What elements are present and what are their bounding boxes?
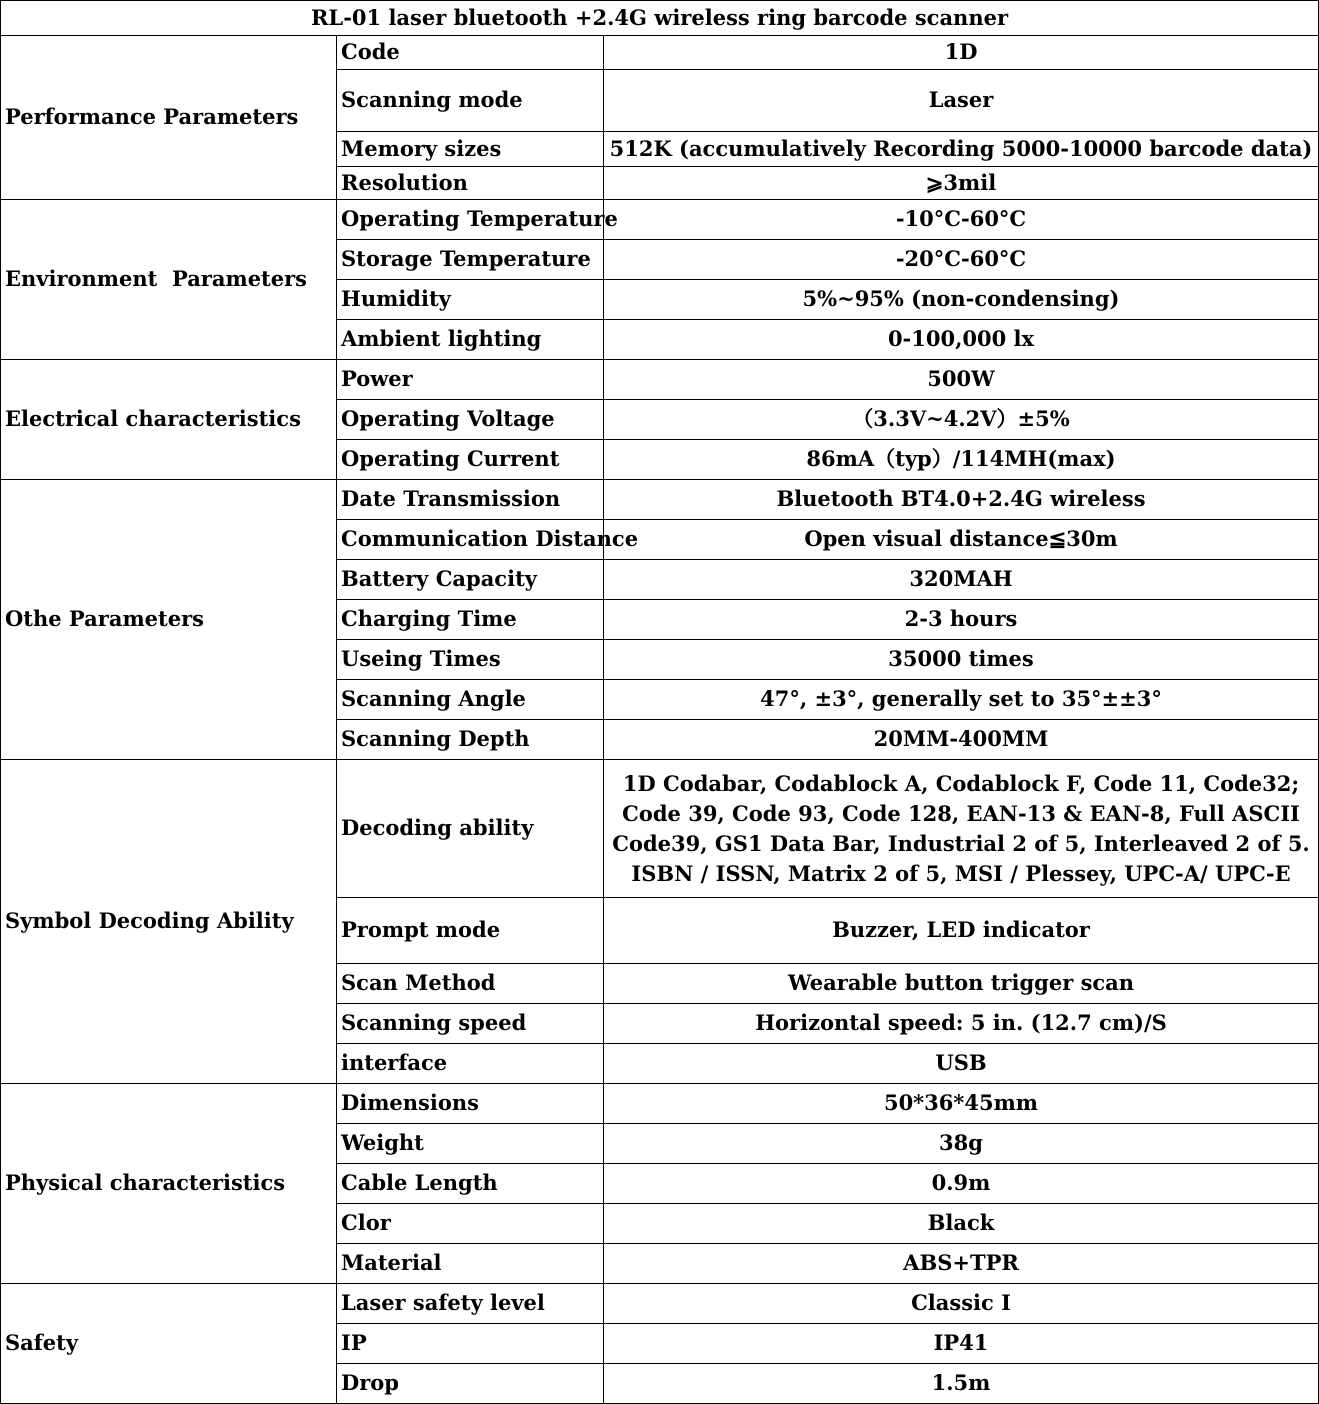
param-value: 50*36*45mm — [604, 1084, 1319, 1124]
param-label: IP — [337, 1324, 604, 1364]
param-label: Scanning Angle — [337, 680, 604, 720]
param-label: Material — [337, 1244, 604, 1284]
param-label: Weight — [337, 1124, 604, 1164]
param-value: 86mA（typ）/114MH(max) — [604, 440, 1319, 480]
param-value: ABS+TPR — [604, 1244, 1319, 1284]
param-label: Scanning Depth — [337, 720, 604, 760]
param-value: IP41 — [604, 1324, 1319, 1364]
param-label: Humidity — [337, 280, 604, 320]
table-row — [1, 1084, 1319, 1124]
param-value: 1D Codabar, Codablock A, Codablock F, Code 11, Code32; Code 39, Code 93, Code 128, EAN-13 & EAN-8, Full ASCII Code39, GS1 Data Bar, Industrial 2 of 5, Interleaved 2 of 5. ISBN / ISSN, Matrix 2 of 5, MSI / Plessey, UPC-A/ UPC-E — [604, 760, 1319, 898]
param-label: Dimensions — [337, 1084, 604, 1124]
table-row — [1, 760, 1319, 898]
table-row — [1, 480, 1319, 520]
param-label: Laser safety level — [337, 1284, 604, 1324]
param-label: Drop — [337, 1364, 604, 1404]
param-label: interface — [337, 1044, 604, 1084]
param-label: Operating Temperature — [337, 200, 604, 240]
param-label: Memory sizes — [337, 132, 604, 167]
param-label: Operating Current — [337, 440, 604, 480]
param-label: Code — [337, 36, 604, 70]
group-electrical: Electrical characteristics — [1, 360, 337, 480]
title-row — [1, 1, 1319, 36]
group-physical: Physical characteristics — [1, 1084, 337, 1284]
param-value: Open visual distance≦30m — [604, 520, 1319, 560]
param-value: Wearable button trigger scan — [604, 964, 1319, 1004]
table-row — [1, 360, 1319, 400]
param-value: 1D — [604, 36, 1319, 70]
group-safety: Safety — [1, 1284, 337, 1404]
table-row — [1, 36, 1319, 70]
param-value: 320MAH — [604, 560, 1319, 600]
param-label: Date Transmission — [337, 480, 604, 520]
table-title: RL-01 laser bluetooth +2.4G wireless ring barcode scanner — [1, 1, 1319, 36]
param-label: Useing Times — [337, 640, 604, 680]
param-label: Charging Time — [337, 600, 604, 640]
group-other: Othe Parameters — [1, 480, 337, 760]
param-label: Prompt mode — [337, 898, 604, 964]
param-value: 20MM-400MM — [604, 720, 1319, 760]
param-label: Decoding ability — [337, 760, 604, 898]
param-value: 1.5m — [604, 1364, 1319, 1404]
param-value: 47°, ±3°, generally set to 35°±±3° — [604, 680, 1319, 720]
param-label: Ambient lighting — [337, 320, 604, 360]
param-value: 0.9m — [604, 1164, 1319, 1204]
group-symbol-decoding: Symbol Decoding Ability — [1, 760, 337, 1084]
param-value: Horizontal speed: 5 in. (12.7 cm)/S — [604, 1004, 1319, 1044]
table-row — [1, 200, 1319, 240]
param-value: 500W — [604, 360, 1319, 400]
param-value: Laser — [604, 70, 1319, 132]
param-label: Resolution — [337, 167, 604, 200]
param-label: Storage Temperature — [337, 240, 604, 280]
param-value: Classic I — [604, 1284, 1319, 1324]
param-value: 35000 times — [604, 640, 1319, 680]
table-row — [1, 1284, 1319, 1324]
param-value: Bluetooth BT4.0+2.4G wireless — [604, 480, 1319, 520]
param-value: 0-100,000 lx — [604, 320, 1319, 360]
param-value: 2-3 hours — [604, 600, 1319, 640]
param-label: Clor — [337, 1204, 604, 1244]
group-environment: Environment Parameters — [1, 200, 337, 360]
param-label: Operating Voltage — [337, 400, 604, 440]
param-value: Buzzer, LED indicator — [604, 898, 1319, 964]
param-value: Black — [604, 1204, 1319, 1244]
param-label: Scanning mode — [337, 70, 604, 132]
param-value: -20°C-60°C — [604, 240, 1319, 280]
param-label: Scan Method — [337, 964, 604, 1004]
param-value: ⩾3mil — [604, 167, 1319, 200]
param-label: Battery Capacity — [337, 560, 604, 600]
param-value: USB — [604, 1044, 1319, 1084]
param-value: 38g — [604, 1124, 1319, 1164]
param-value: 512K (accumulatively Recording 5000-10000 barcode data) — [604, 132, 1319, 167]
param-label: Communication Distance — [337, 520, 604, 560]
param-label: Power — [337, 360, 604, 400]
param-label: Scanning speed — [337, 1004, 604, 1044]
param-value: （3.3V~4.2V）±5% — [604, 400, 1319, 440]
param-value: -10°C-60°C — [604, 200, 1319, 240]
param-label: Cable Length — [337, 1164, 604, 1204]
group-performance: Performance Parameters — [1, 36, 337, 200]
param-value: 5%~95% (non-condensing) — [604, 280, 1319, 320]
